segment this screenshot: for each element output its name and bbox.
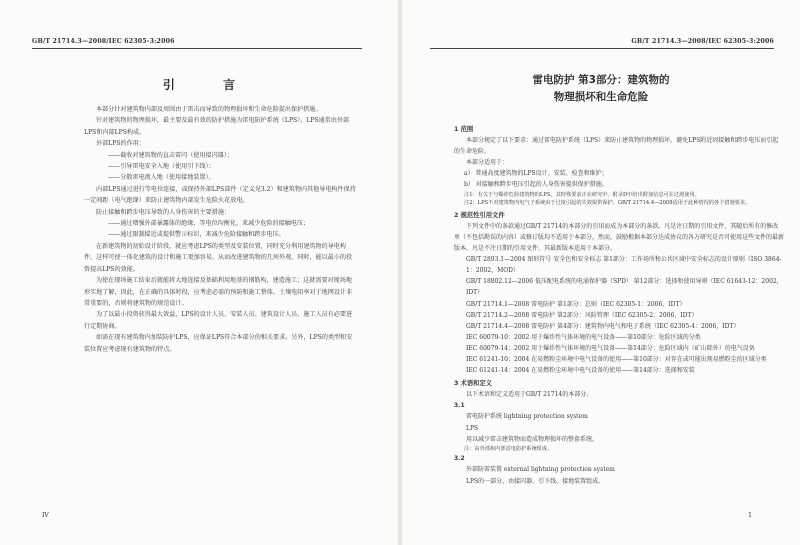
reference-entry: IEC 60079-10：2002 用于爆炸性气体环境的电气设备——第10部分：危险区域的分类: [466, 333, 701, 341]
intro-paragraph: 在新建筑物的初始设计阶段，就应考虑LPS的类型及安装位置，同时充分利用建筑物的导电构件。这样可使一体化建筑的设计和施工更加容易，从而改进建筑物的几何外观，同时，能以最小的投资提高LPS的效能。: [84, 242, 353, 273]
intro-paragraph: 外部LPS的作用：: [96, 140, 145, 148]
page-header: GB/T 21714.3—2008/IEC 62305-3:2006: [631, 38, 774, 45]
reference-entry: GB/T 21714.1—2008 雷电防护 第1部分：总则（IEC 62305-1：2006，IDT）: [466, 300, 686, 308]
reference-entry: IEC 60079-14：2002 用于爆炸性气体环境的电气设备——第14部分：危险区域内（矿山除外）的电气设备: [466, 344, 755, 352]
term-definition: 用以减少雷击建筑物而造成物理损坏的整套系统。: [466, 435, 599, 443]
body-paragraph: 本部分适用于：: [466, 159, 509, 167]
note-text: 注2：LPS不对建筑物内电气子系统由于过度引起的失效提供保护。GB/T 21714.4—2008适用于此种情况的各个措施要求。: [464, 200, 751, 207]
title-line-1: 雷电防护 第3部分：建筑物的: [532, 74, 670, 86]
header-rule: [32, 48, 362, 49]
note-text: 注1：有关于与爆炸危险建筑物的LPS，其特殊要求正在研究中。附录D中给出附加信息可在过渡使用。: [464, 191, 700, 198]
reference-entry: IEC 61241-10：2004 在易燃粉尘环境中电气设备的使用——第10部分：对存在或可能出现易燃粉尘的区域分类: [466, 355, 767, 363]
reference-entry: GB/T 21714.2—2008 雷电防护 第2部分：风险管理（IEC 62305-2：2006，IDT）: [466, 311, 698, 319]
clause-number: 3.1: [454, 402, 465, 410]
standard-title: [402, 72, 800, 106]
term-definition: LPS的一部分，由接闪器、引下线、接地装置组成。: [466, 477, 605, 485]
intro-paragraph: 内部LPS通过进行等电位连接，或保持外部LPS部件（定义见3.2）和建筑物内其他导电构件保持一定间距（电气绝缘）来防止建筑物内部发生危险火花放电。: [84, 185, 356, 205]
reference-entry: GB/T 18802.12—2006 低压配电系统的电涌保护器（SPD） 第12部分：选择和使用导则（IEC 61643-12：2002，IDT）: [466, 278, 783, 297]
intro-paragraph: ——通过增强外部暴露体的绝缘、等电位均衡化，来减少危险的接触电压；: [108, 220, 310, 228]
intro-paragraph: ——引导雷电安全入地（使用引下线）；: [108, 163, 215, 171]
section-heading: 1 范围: [454, 126, 474, 133]
list-item: a） 普通高度建筑物的LPS设计、安装、检查和维护；: [464, 170, 608, 178]
intro-paragraph: 为了以最小投资获得最大效益，LPS的设计人员、安装人员、建筑设计人员、施工人员有必要进行定期协商。: [84, 311, 353, 330]
term-definition: 雷电防护系统 lightning protection system: [466, 413, 588, 421]
reference-entry: IEC 61241-14：2004 在易燃粉尘环境中电气设备的使用——第14部分：选择和安装: [466, 367, 695, 375]
clause-number: 3.2: [454, 455, 465, 463]
page-number: 1: [748, 512, 752, 519]
intro-paragraph: ——通过限制接近或提供警示标识，来减少危险接触和跨步电压。: [108, 231, 285, 239]
section-heading: 3 术语和定义: [454, 380, 493, 388]
right-page: [402, 0, 800, 545]
term-definition: LPS: [466, 424, 479, 432]
body-paragraph: 本部分规定了以下要求：通过雷电防护系统（LPS）来防止建筑物的物理损坏，避免LPS附近因接触和跨步电压而引起的生命危险。: [454, 137, 779, 156]
introduction-title: 引 言: [162, 78, 258, 92]
intro-paragraph: 针对建筑物的物理损坏，最主要及最有效的防护措施为雷电防护系统（LPS）。LPS通常由外部LPS和内部LPS构成。: [84, 117, 350, 136]
intro-paragraph: 防止接触和跨步电压导致的人身伤害的主要措施：: [96, 208, 231, 216]
term-definition: 外部防雷装置 external lightning protection system: [466, 466, 615, 474]
list-item: b） 对接触和跨步电压引起的人身伤害提供保护措施。: [464, 181, 608, 189]
intro-paragraph: 为使在现场施工结束后就能将大地连接及基础利用地基的钢筋构，建造施工；这就需要对现场地形实地了解，因此，在正确的具体时段，应考虑必需的预防和施工整体。土壤电阻率对于地网设计非常重要的，否则将建筑物的规范设计。: [84, 277, 353, 307]
note-text: 注：由外部和内部雷电防护系统组成。: [464, 445, 553, 452]
title-line-2: 物理损坏和生命危险: [553, 91, 649, 103]
page-number: IV: [42, 512, 49, 519]
intro-paragraph: 本部分针对建筑物内部及周围由于雷击而导致的物理损坏和生命危险提出保护措施。: [96, 106, 322, 113]
reference-entry: GB/T 21714.4—2008 雷电防护 第4部分：建筑物内电气和电子系统（IEC 62305-4：2006，IDT）: [466, 322, 740, 330]
header-rule: [430, 48, 774, 49]
intro-paragraph: ——分散雷电流入地（使用接地装置）。: [108, 174, 215, 182]
intro-paragraph: ——截收对建筑物的直击雷闪（使用接闪器）；: [108, 151, 233, 159]
introduction-body: [84, 104, 356, 355]
body-paragraph: 下列文件中的条款通过GB/T 21714的本部分的引用而成为本部分的条款。凡是注日期的引用文件，其随后所有的修改单（不包括勘误的内容）或修订版均不适用于本部分，然而，鼓励根据本部分达成协议的各方研究是否可使用这些文件的最新版本。凡是不注日期的引用文件，其最新版本适用于本部分。: [454, 222, 785, 253]
intro-paragraph: 如需在现有建筑物内加装防护LPS，应保证LPS符合本部分的相关要求。另外，LPS的类型和安装位置应考虑现有建筑物的特点。: [84, 334, 353, 353]
left-page: [0, 0, 398, 545]
reference-entry: GB/T 2893.1—2004 图形符号 安全色和安全标志 第1部分：工作场所和公共区域中安全标志的设计原则（ISO 3864-1：2002，MOD）: [466, 256, 782, 275]
standard-body: [454, 122, 784, 487]
body-paragraph: 以下术语和定义适用于GB/T 21714的本部分。: [466, 391, 593, 399]
page-header: GB/T 21714.3—2008/IEC 62305-3:2006: [32, 38, 175, 45]
section-heading: 2 规范性引用文件: [454, 211, 505, 219]
